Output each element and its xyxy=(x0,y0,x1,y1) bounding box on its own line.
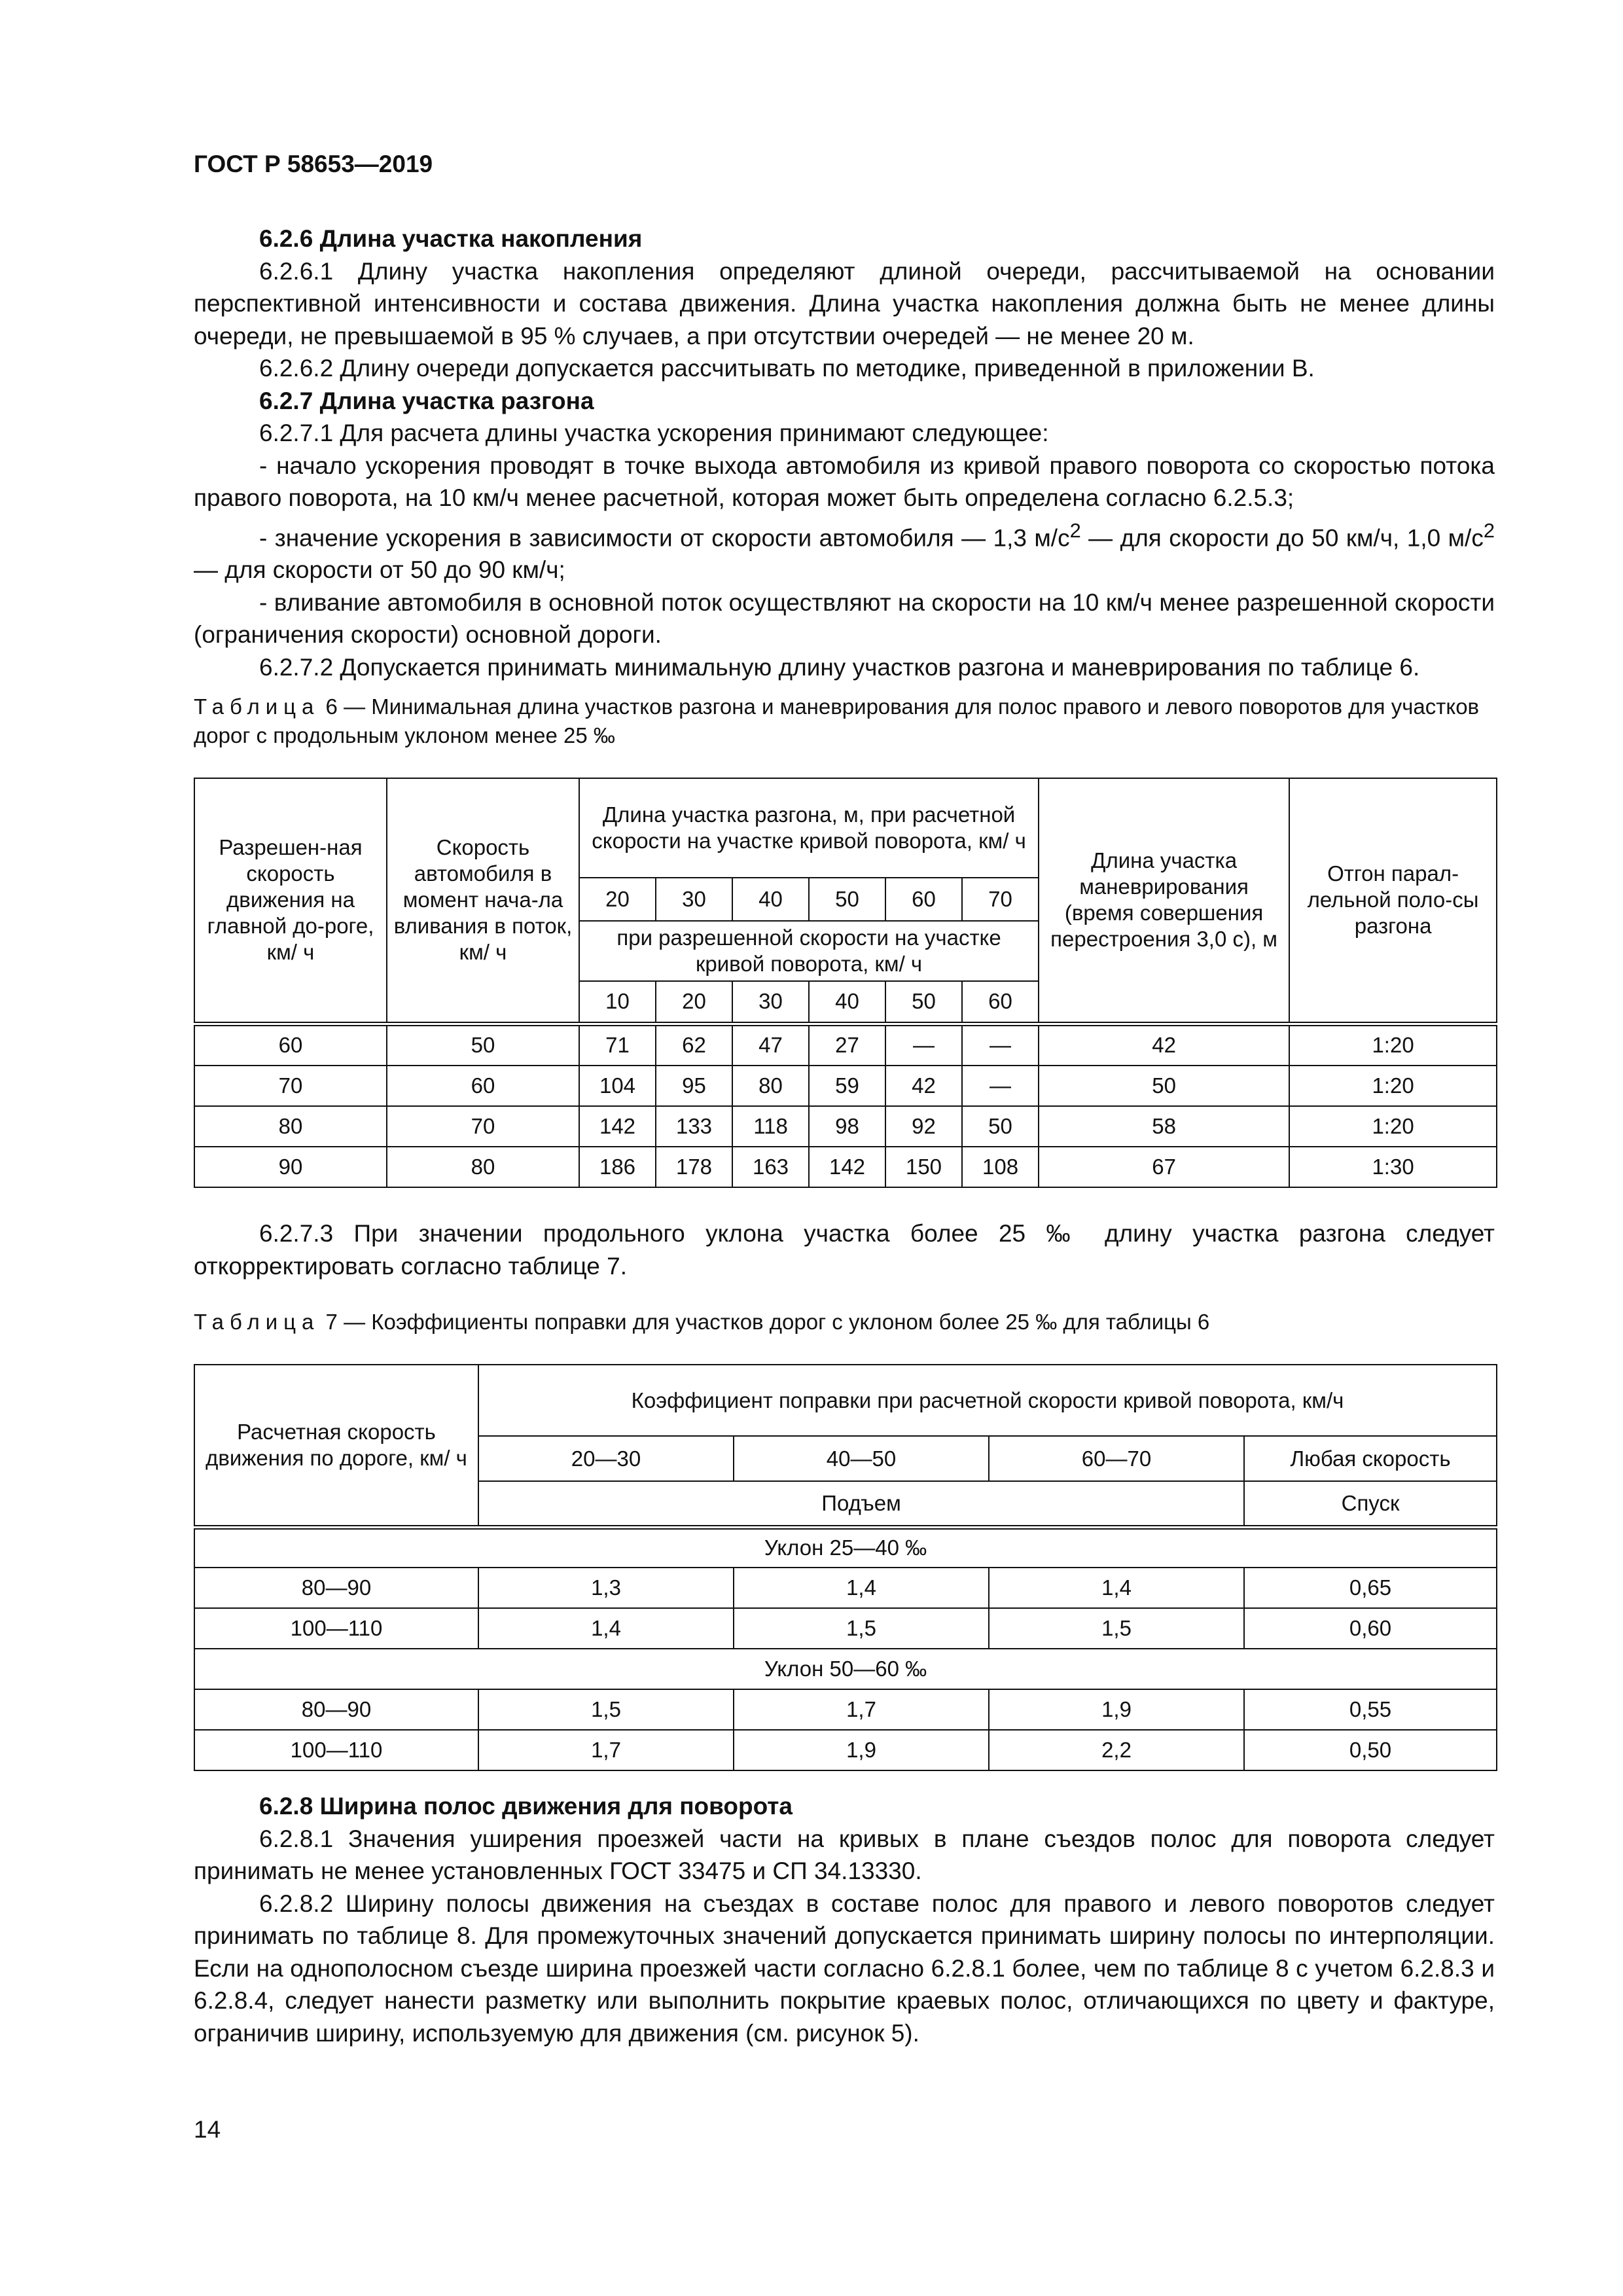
table-cell: 150 xyxy=(885,1147,962,1187)
table-row xyxy=(194,1608,1497,1649)
table-cell: 108 xyxy=(962,1147,1039,1187)
header-allowed-curve-speed: при разрешенной скорости на участке кривой поворота, км/ ч xyxy=(579,921,1039,981)
heading-6-2-7: 6.2.7 Длина участка разгона xyxy=(259,387,594,414)
bullet-acceleration-start: - начало ускорения проводят в точке выхода автомобиля из кривой правого поворота со скоростью потока правого поворота, на 10 км/ч менее расчетной, которая может быть определена согласно 6.2.5.3; xyxy=(194,452,1495,511)
table-cell: 90 xyxy=(194,1147,387,1187)
table-cell: 80 xyxy=(387,1147,579,1187)
table-cell: — xyxy=(885,1024,962,1066)
header-allowed-speed-value: 20 xyxy=(656,981,732,1024)
header-speed-range: 20—30 xyxy=(478,1436,734,1481)
table-cell: 1,4 xyxy=(478,1608,734,1649)
table-row xyxy=(194,1689,1497,1730)
table-cell: 58 xyxy=(1039,1106,1289,1147)
header-design-speed-value: 30 xyxy=(656,878,732,921)
header-design-speed-value: 60 xyxy=(885,878,962,921)
header-correction-coefficient: Коэффициент поправки при расчетной скорости кривой поворота, км/ч xyxy=(478,1365,1497,1436)
table-cell: — xyxy=(962,1024,1039,1066)
header-allowed-speed-value: 50 xyxy=(885,981,962,1024)
table-row xyxy=(194,1568,1497,1608)
page-number: 14 xyxy=(194,2116,221,2143)
table-cell: 92 xyxy=(885,1106,962,1147)
bullet-acceleration-value: - значение ускорения в зависимости от скорости автомобиля — 1,3 $м/с^2$ — для скорости до 50 км/ч, 1,0 $м/с^2$ — для скорости от 50 до 90 км/ч; xyxy=(194,518,1495,584)
header-design-speed-value: 20 xyxy=(579,878,656,921)
table-cell: 178 xyxy=(656,1147,732,1187)
bullet-merging: - вливание автомобиля в основной поток осуществляют на скорости на 10 км/ч менее разрешенной скорости (ограничения скорости) основной дороги. xyxy=(194,588,1495,649)
table-cell: 163 xyxy=(732,1147,809,1187)
table-6-caption: Таблица 6 — Минимальная длина участков разгона и маневрирования для полос правого и левого поворотов для участков дорог с продольным уклоном менее 25 ‰ xyxy=(194,694,1480,747)
group-row xyxy=(194,1649,1497,1689)
para-6-2-6-1: 6.2.6.1 Длину участка накопления определяют длиной очереди, рассчитываемой на основании перспективной интенсивности и состава движения. Длина участка накопления должна быть не менее длины очереди, не превышаемой в 95 % случаев, а при отсутствии очередей — не менее 20 м. xyxy=(194,257,1495,350)
table-cell: 70 xyxy=(387,1106,579,1147)
table-cell: 50 xyxy=(387,1024,579,1066)
table-cell: 50 xyxy=(962,1106,1039,1147)
table-6 xyxy=(194,778,1497,1188)
header-allowed-speed-value: 40 xyxy=(809,981,885,1024)
table-cell: 1,7 xyxy=(734,1689,989,1730)
table-cell: 42 xyxy=(885,1066,962,1106)
table-cell: 100—110 xyxy=(194,1608,478,1649)
table-cell: 100—110 xyxy=(194,1730,478,1770)
table-cell: 80 xyxy=(194,1106,387,1147)
table-cell: 27 xyxy=(809,1024,885,1066)
table-row xyxy=(194,1147,1497,1187)
section-6-2-8 xyxy=(194,1790,1495,2049)
table-cell: 80—90 xyxy=(194,1689,478,1730)
heading-6-2-8: 6.2.8 Ширина полос движения для поворота xyxy=(259,1793,793,1820)
table-cell: 0,50 xyxy=(1244,1730,1497,1770)
table-cell: 1,3 xyxy=(478,1568,734,1608)
table-7 xyxy=(194,1364,1497,1771)
group-row xyxy=(194,1527,1497,1568)
table-cell: 60 xyxy=(387,1066,579,1106)
table-cell: 142 xyxy=(809,1147,885,1187)
para-6-2-8-1: 6.2.8.1 Значения уширения проезжей части на кривых в плане съездов полос для поворота следует принимать не менее установленных ГОСТ 33475 и СП 34.13330. xyxy=(194,1825,1495,1884)
header-merging-speed: Скорость автомобиля в момент нача-ла вливания в поток, км/ ч xyxy=(387,778,579,1024)
table-cell: 1:30 xyxy=(1289,1147,1497,1187)
para-6-2-7-3: 6.2.7.3 При значении продольного уклона участка более 25 ‰ длину участка разгона следует откорректировать согласно таблице 7. xyxy=(194,1220,1495,1280)
standard-designation: ГОСТ Р 58653—2019 xyxy=(194,151,433,177)
header-speed-range: 40—50 xyxy=(734,1436,989,1481)
header-allowed-speed-value: 30 xyxy=(732,981,809,1024)
table-cell: 2,2 xyxy=(989,1730,1244,1770)
header-allowed-speed: Разрешен-ная скорость движения на главной до-роге, км/ ч xyxy=(194,778,387,1024)
slope-group-title: Уклон 50—60 ‰ xyxy=(194,1649,1497,1689)
table-row xyxy=(194,1024,1497,1066)
table-cell: 62 xyxy=(656,1024,732,1066)
header-design-speed-value: 50 xyxy=(809,878,885,921)
table-cell: 42 xyxy=(1039,1024,1289,1066)
table-cell: 1:20 xyxy=(1289,1066,1497,1106)
table-cell: 80—90 xyxy=(194,1568,478,1608)
table-cell: — xyxy=(962,1066,1039,1106)
table-cell: 1:20 xyxy=(1289,1024,1497,1066)
header-acceleration-length: Длина участка разгона, м, при расчетной скорости на участке кривой поворота, км/ ч xyxy=(579,778,1039,878)
table-cell: 186 xyxy=(579,1147,656,1187)
header-taper: Отгон парал-лельной поло-сы разгона xyxy=(1289,778,1497,1024)
table-cell: 1,5 xyxy=(989,1608,1244,1649)
table-cell: 1,9 xyxy=(734,1730,989,1770)
table-cell: 60 xyxy=(194,1024,387,1066)
para-6-2-7-2: 6.2.7.2 Допускается принимать минимальную длину участков разгона и маневрирования по таблице 6. xyxy=(259,653,1420,681)
header-downhill: Спуск xyxy=(1244,1481,1497,1527)
table-cell: 67 xyxy=(1039,1147,1289,1187)
table-cell: 71 xyxy=(579,1024,656,1066)
table-cell: 0,60 xyxy=(1244,1608,1497,1649)
table-cell: 1,7 xyxy=(478,1730,734,1770)
table-cell: 1,4 xyxy=(989,1568,1244,1608)
header-allowed-speed-value: 60 xyxy=(962,981,1039,1024)
table-cell: 1,9 xyxy=(989,1689,1244,1730)
table-row xyxy=(194,1730,1497,1770)
table-cell: 1,4 xyxy=(734,1568,989,1608)
table-cell: 70 xyxy=(194,1066,387,1106)
table-row xyxy=(194,1106,1497,1147)
table-cell: 118 xyxy=(732,1106,809,1147)
table-cell: 50 xyxy=(1039,1066,1289,1106)
header-design-speed: Расчетная скорость движения по дороге, км/ ч xyxy=(194,1365,478,1527)
table-cell: 59 xyxy=(809,1066,885,1106)
table-cell: 95 xyxy=(656,1066,732,1106)
table-cell: 47 xyxy=(732,1024,809,1066)
table-cell: 98 xyxy=(809,1106,885,1147)
table-7-caption: Таблица 7 — Коэффициенты поправки для участков дорог с уклоном более 25 ‰ для таблицы 6 xyxy=(194,1310,1210,1334)
header-design-speed-value: 40 xyxy=(732,878,809,921)
para-6-2-8-2: 6.2.8.2 Ширину полосы движения на съездах в составе полос для правого и левого поворотов следует принимать по таблице 8. Для промежуточных значений допускается принимать ширину полосы по интерполяции. Если на однополосном съезде ширина проезжей части согласно 6.2.8.1 более, чем по таблице 8 с учетом 6.2.8.3 и 6.2.8.4, следует нанести разметку или выполнить покрытие краевых полос, отличающихся по цвету и фактуре, ограничив ширину, используемую для движения (см. рисунок 5). xyxy=(194,1890,1495,2047)
header-speed-range: 60—70 xyxy=(989,1436,1244,1481)
header-design-speed-value: 70 xyxy=(962,878,1039,921)
header-maneuver-length: Длина участка маневрирования (время совершения перестроения 3,0 с), м xyxy=(1039,778,1289,1024)
table-cell: 0,65 xyxy=(1244,1568,1497,1608)
slope-group-title: Уклон 25—40 ‰ xyxy=(194,1527,1497,1568)
table-cell: 1,5 xyxy=(734,1608,989,1649)
header-allowed-speed-value: 10 xyxy=(579,981,656,1024)
table-cell: 133 xyxy=(656,1106,732,1147)
table-cell: 1,5 xyxy=(478,1689,734,1730)
heading-6-2-6: 6.2.6 Длина участка накопления xyxy=(259,225,643,252)
table-cell: 0,55 xyxy=(1244,1689,1497,1730)
para-6-2-6-2: 6.2.6.2 Длину очереди допускается рассчитывать по методике, приведенной в приложении В. xyxy=(259,355,1315,382)
para-6-2-7-1: 6.2.7.1 Для расчета длины участка ускорения принимают следующее: xyxy=(259,420,1049,446)
section-6-2-6-to-6-2-7 xyxy=(194,223,1495,683)
table-cell: 104 xyxy=(579,1066,656,1106)
table-cell: 1:20 xyxy=(1289,1106,1497,1147)
header-uphill: Подъем xyxy=(478,1481,1244,1527)
section-6-2-7-3 xyxy=(194,1217,1495,1282)
table-cell: 142 xyxy=(579,1106,656,1147)
header-speed-range: Любая скорость xyxy=(1244,1436,1497,1481)
table-cell: 80 xyxy=(732,1066,809,1106)
table-row xyxy=(194,1066,1497,1106)
